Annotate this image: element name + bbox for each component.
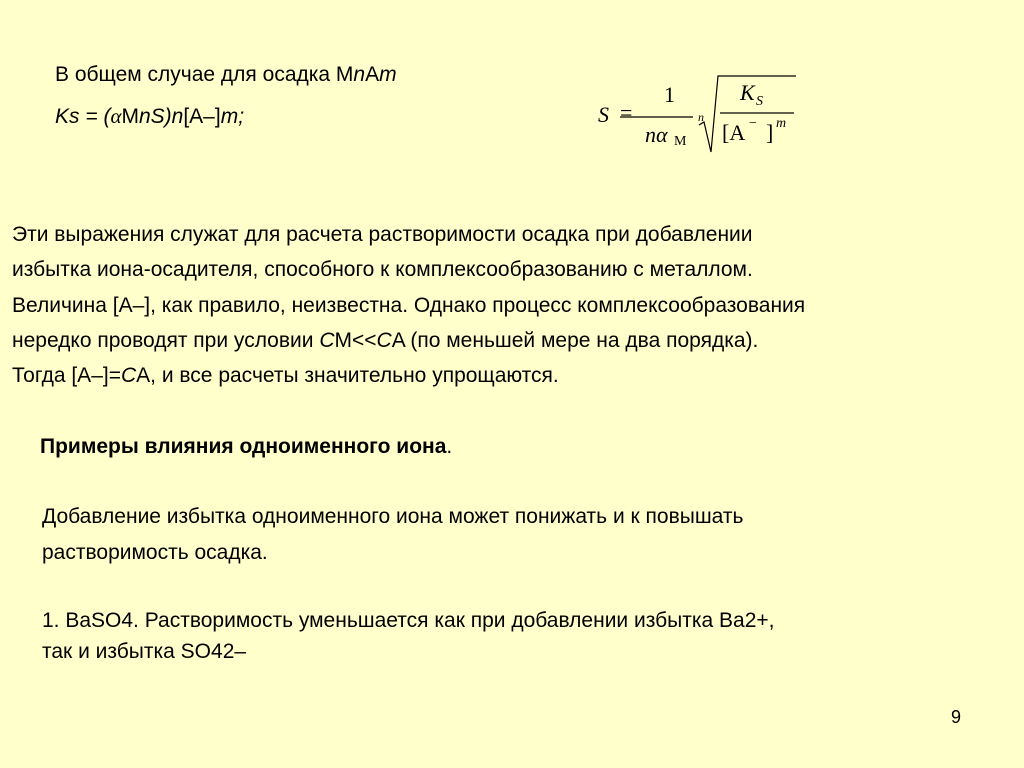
para2-line1: Добавление избытка одноименного иона может понижать и к повышать: [42, 505, 744, 528]
para1-line1: Эти выражения служат для расчета растворимости осадка при добавлении: [12, 223, 753, 246]
para1-line4-e: A (по меньшей мере на два порядка).: [391, 329, 759, 352]
formula-K: K: [740, 80, 755, 105]
section-heading: [40, 435, 452, 459]
section-heading-dot: .: [446, 435, 453, 458]
ks-eq: = (: [79, 105, 111, 128]
formula-root-index: n: [698, 110, 704, 124]
formula-numerator: 1: [664, 82, 675, 107]
intro-text: В общем случае для осадка M: [55, 63, 354, 86]
formula-anion-open: [A: [722, 120, 746, 145]
para1-line2: избытка иона-осадителя, способного к комплексообразованию с металлом.: [12, 258, 753, 281]
intro-A: A: [365, 63, 380, 86]
para1-line3: Величина [A–], как правило, неизвестна. Однако процесс комплексообразования: [12, 294, 806, 317]
formula-anion-charge: −: [749, 116, 757, 131]
para1-line5-a: Тогда [A–]=: [12, 364, 121, 387]
ks-m: m;: [220, 105, 245, 128]
para3-line1: 1. BaSO4. Растворимость уменьшается как при добавлении избытка Ba2+,: [42, 609, 775, 632]
page-number: 9: [951, 707, 962, 727]
formula-den-n: n: [645, 122, 656, 147]
formula-anion-close: ]: [766, 120, 774, 145]
para1-line5: [12, 364, 559, 388]
intro-line: [55, 63, 397, 87]
para1-line4: [12, 329, 758, 353]
formula-K-sub: S: [756, 94, 763, 109]
solubility-formula: [590, 72, 810, 162]
ks-symbol: Ks: [55, 105, 80, 128]
ks-nS: nS)n: [138, 105, 184, 128]
intro-n: n: [353, 63, 366, 86]
formula-den-M: M: [674, 134, 687, 149]
ks-anion: [A–]: [183, 105, 221, 128]
para1-line5-C: C: [120, 364, 137, 387]
para1-line4-C2: C: [376, 329, 392, 352]
intro-m: m: [379, 63, 397, 86]
para1-line4-c: M<<: [334, 329, 377, 352]
para3-line2: так и избытка SO42–: [42, 640, 247, 663]
para1-line5-c: A, и все расчеты значительно упрощаются.: [136, 364, 559, 387]
para1-line4-a: нередко проводят при условии: [12, 329, 320, 352]
section-heading-text: Примеры влияния одноименного иона: [40, 435, 447, 458]
para2-line2: растворимость осадка.: [42, 541, 268, 564]
formula-S: S: [598, 102, 609, 127]
ks-M: M: [121, 105, 139, 128]
formula-power-m: m: [776, 116, 787, 131]
alpha-symbol: α: [110, 104, 122, 128]
ks-expression: [55, 104, 244, 129]
formula-den-alpha: α: [656, 122, 668, 147]
formula-equals: =: [620, 100, 633, 125]
para1-line4-C1: C: [319, 329, 335, 352]
